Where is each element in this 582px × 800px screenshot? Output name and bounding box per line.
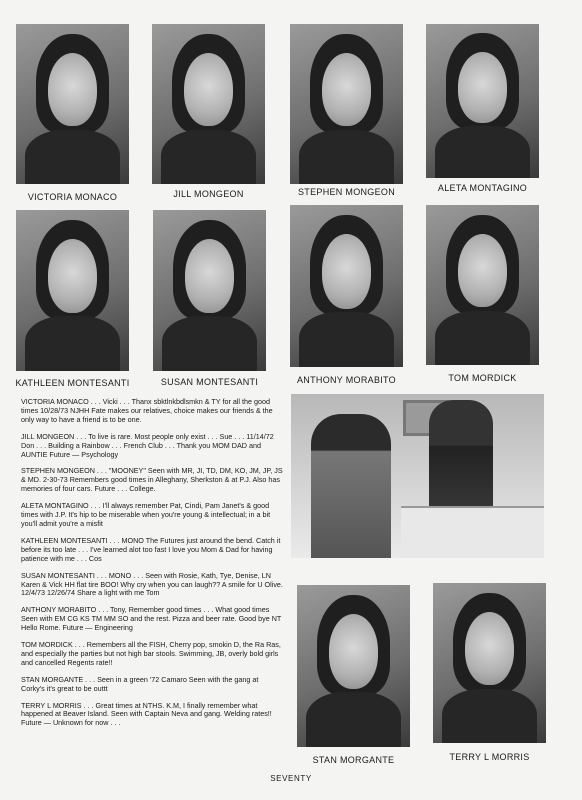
bio-stan-morgante: STAN MORGANTE . . . Seen in a green '72 Camaro Seen with the gang at Corky's it's great to be outtt: [21, 674, 259, 693]
caption-terry-morris: TERRY L MORRIS: [449, 752, 530, 762]
portrait-jill-mongeon: [152, 24, 265, 184]
bio-list: [21, 398, 283, 736]
caption-stan-morgante: STAN MORGANTE: [312, 755, 395, 765]
bio-tom-mordick: TOM MORDICK . . . Remembers all the FISH, Cherry pop, smokin D, the Ra Ras, and especially the parties but not high bar stools. Swimming, JB, overly bold girls and cancelled Regents rate!!: [21, 640, 281, 667]
caption-aleta-montagino: ALETA MONTAGINO: [437, 183, 528, 193]
portrait-susan-montesanti: [153, 210, 266, 371]
caption-stephen-mongeon: STEPHEN MONGEON: [297, 187, 395, 197]
portrait-anthony-morabito: [290, 205, 403, 367]
caption-kathleen-montesanti: KATHLEEN MONTESANTI: [15, 378, 130, 388]
portrait-kathleen-montesanti: [16, 210, 129, 371]
portrait-stephen-mongeon: [290, 24, 403, 184]
bio-susan-montesanti: SUSAN MONTESANTI . . . MONO . . . Seen with Rosie, Kath, Tye, Denise, LN Karen & Vick HH flat tire BOO! Why cry when you can laugh?? A smile for U Olive. 12/4/73 12/26/74 Share a light with me Tom: [21, 570, 283, 598]
portrait-stan-morgante: [297, 585, 410, 747]
caption-anthony-morabito: ANTHONY MORABITO: [297, 375, 396, 385]
caption-jill-mongeon: JILL MONGEON: [173, 189, 244, 199]
candid-cooking-photo: [291, 394, 544, 558]
bio-jill-mongeon: JILL MONGEON . . . To live is rare. Most people only exist . . . Sue . . . 11/14/72 Don . . . Building a Rainbow . . . French Club . . . Thank you MOM DAD and AUNTIE Future — Psychology: [21, 431, 274, 459]
caption-tom-mordick: TOM MORDICK: [448, 373, 517, 383]
caption-victoria-monaco: VICTORIA MONACO: [27, 192, 118, 202]
bio-victoria-monaco: VICTORIA MONACO . . . Vicki . . . Thanx sbktlnkbdlsmkn & TY for all the good times 10/28/73 NJHH Fate makes our relatives, choice makes our friends & the only way to have a friend is to be one.: [21, 397, 273, 424]
page-number: SEVENTY: [270, 774, 312, 783]
portrait-victoria-monaco: [16, 24, 129, 184]
bio-stephen-mongeon: STEPHEN MONGEON . . . "MOONEY" Seen with MR, JI, TD, DM, KO, JM, JP, JS & MD. 2-30-73 Remembers good times in Alleghany, Sherkston & at P.J. Also has memories of four cars. Future . . . College.: [21, 466, 283, 494]
portrait-terry-morris: [433, 583, 546, 743]
portrait-tom-mordick: [426, 205, 539, 365]
bio-terry-morris: TERRY L MORRIS . . . Great times at NTHS. K.M, I finally remember what happened at Beaver Island. Seen with Captain Neva and gang. Welding rates!! Future — Unknown for now . . .: [21, 700, 272, 728]
portrait-aleta-montagino: [426, 24, 539, 178]
bio-kathleen-montesanti: KATHLEEN MONTESANTI . . . MONO The Futures just around the bend. Catch it before its too late . . . I've learned alot too fast I love you Mom & Dad for having patience with me . . . Cos: [21, 535, 281, 563]
caption-susan-montesanti: SUSAN MONTESANTI: [160, 377, 259, 387]
bio-anthony-morabito: ANTHONY MORABITO . . . Tony, Remember good times . . . What good times Seen with EM CG KS TM MM SO and the rest. Pizza and beer rate. Good bye NT Hello Rome. Future — Engineering: [21, 605, 282, 633]
bio-aleta-montagino: ALETA MONTAGINO . . . I'll always remember Pat, Cindi, Pam Janet's & good times with J.P. It's hip to be miserable when you're young & intellectual; in a bit you'll admit you're a misfit: [21, 501, 271, 528]
